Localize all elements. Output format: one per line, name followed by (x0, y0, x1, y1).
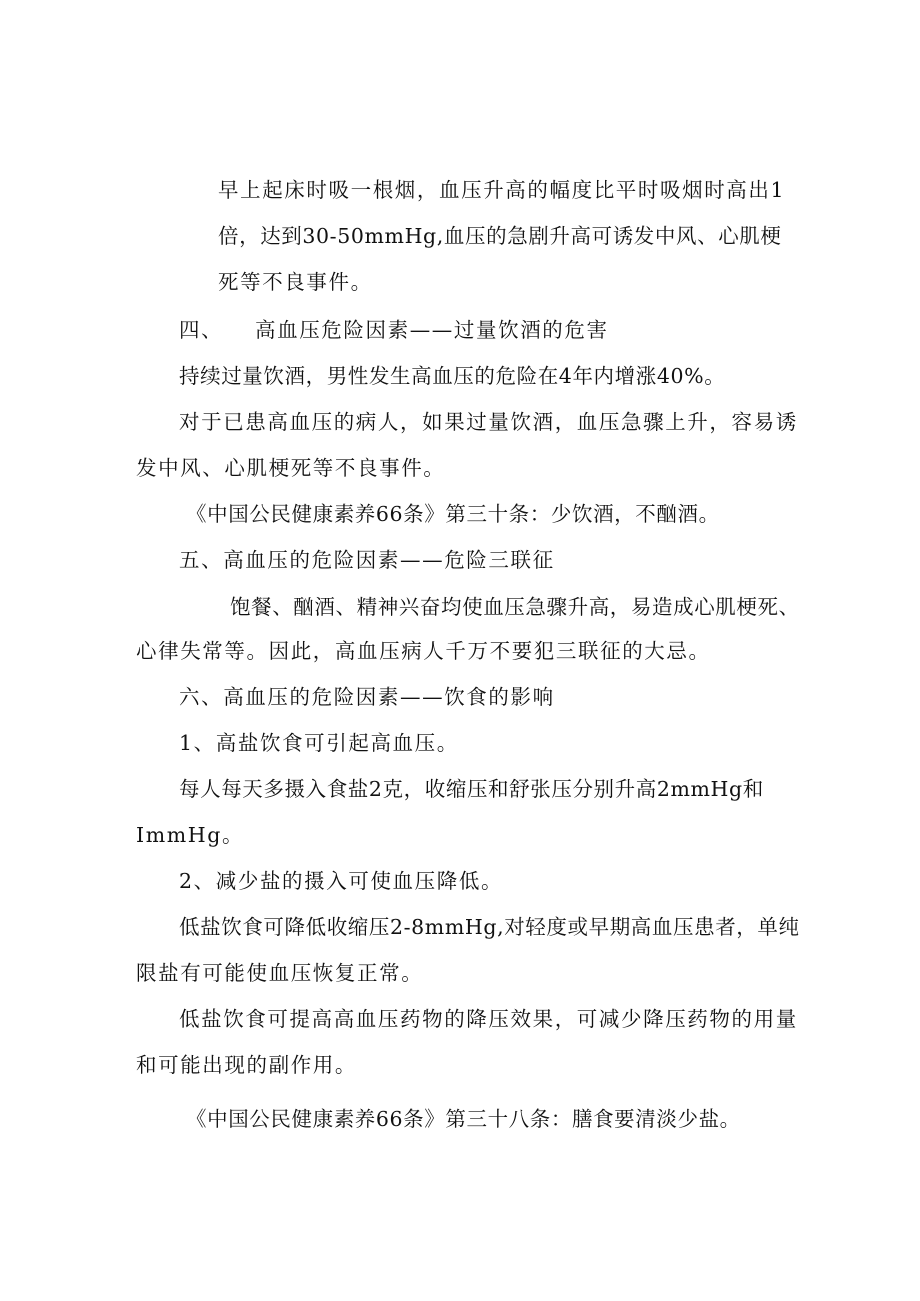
smoking-line-3: 死等不良事件。 (218, 270, 373, 294)
section-4-paragraph-2-line-2: 发中风、心肌梗死等不良事件。 (136, 456, 446, 480)
section-6-item-2-paragraph-1-line-1: 低盐饮食可降低收缩压2-8mmHg,对轻度或早期高血压患者，单纯 (179, 915, 800, 939)
section-4-quote: 《中国公民健康素养66条》第三十条：少饮酒，不酗酒。 (186, 502, 720, 526)
smoking-line-1: 早上起床时吸一根烟，血压升高的幅度比平时吸烟时高出1 (218, 178, 786, 202)
section-5-paragraph-line-1: 饱餐、酗酒、精神兴奋均使血压急骤升高，易造成心肌梗死、 (230, 595, 800, 619)
section-6-item-2-paragraph-2-line-1: 低盐饮食可提高高血压药物的降压效果，可减少降压药物的用量 (179, 1007, 798, 1031)
section-6-heading: 六、高血压的危险因素——饮食的影响 (179, 685, 555, 709)
section-5-paragraph-line-2: 心律失常等。因此，高血压病人千万不要犯三联征的大忌。 (136, 639, 711, 663)
section-6-item-1-text-line-1: 每人每天多摄入食盐2克，收缩压和舒张压分别升高2mmHg和 (179, 777, 764, 801)
section-6-item-2-paragraph-2-line-2: 和可能出现的副作用。 (136, 1053, 357, 1077)
section-6-item-1-text-line-2: ImmHg。 (136, 823, 245, 847)
section-6-item-1: 1、高盐饮食可引起高血压。 (179, 731, 459, 755)
section-6-item-2-paragraph-1-line-2: 限盐有可能使血压恢复正常。 (136, 961, 424, 985)
section-4-paragraph-2-line-1: 对于已患高血压的病人，如果过量饮酒，血压急骤上升，容易诱 (179, 410, 798, 434)
section-4-title: 高血压危险因素——过量饮酒的危害 (255, 318, 609, 342)
section-6-item-2: 2、减少盐的摄入可使血压降低。 (179, 869, 504, 893)
section-4-paragraph-1: 持续过量饮酒，男性发生高血压的危险在4年内增涨40%。 (179, 364, 726, 388)
smoking-line-2: 倍，达到30-50mmHg,血压的急剧升高可诱发中风、心肌梗 (218, 224, 782, 248)
section-6-quote: 《中国公民健康素养66条》第三十八条：膳食要清淡少盐。 (186, 1107, 741, 1131)
section-4-number: 四、 (179, 318, 224, 342)
section-5-heading: 五、高血压的危险因素——危险三联征 (179, 548, 555, 572)
